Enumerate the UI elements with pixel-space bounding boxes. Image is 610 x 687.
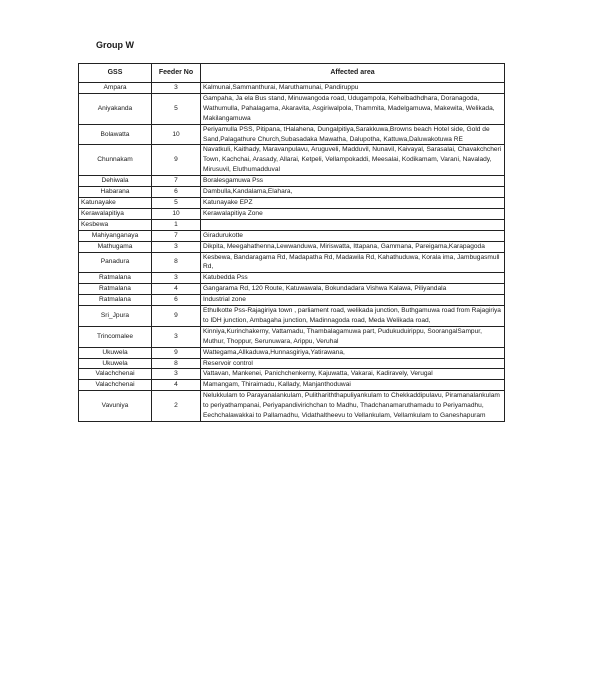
cell-feeder-no: 1 [152, 219, 201, 230]
table-row [79, 273, 505, 284]
table-row [79, 369, 505, 380]
cell-gss: Ampara [79, 83, 152, 94]
table-row [79, 358, 505, 369]
cell-gss: Valachchenai [79, 369, 152, 380]
cell-gss: Vavuniya [79, 391, 152, 422]
cell-affected-area: Boralesgamuwa Pss [201, 176, 505, 187]
table-row [79, 326, 505, 347]
cell-feeder-no: 9 [152, 306, 201, 327]
cell-affected-area [201, 219, 505, 230]
cell-gss: Valachchenai [79, 380, 152, 391]
cell-feeder-no: 3 [152, 273, 201, 284]
cell-feeder-no: 3 [152, 83, 201, 94]
cell-affected-area: Vattavan, Mankenei, Panichchenkerny, Kajuwatta, Vakarai, Kadiravely, Verugal [201, 369, 505, 380]
table-body [79, 83, 505, 422]
cell-feeder-no: 9 [152, 347, 201, 358]
cell-affected-area: Kinniya,Kurinchakerny, Vattamadu, Thambalagamuwa part, Pudukuduirippu, SoorangalSampur, Muthur, Thoppur, Serunuwara, Arippu, Veruhal [201, 326, 505, 347]
page-title: Group W [96, 40, 134, 50]
cell-gss: Sri_Jpura [79, 306, 152, 327]
cell-gss: Mathugama [79, 241, 152, 252]
cell-affected-area: Industrial zone [201, 295, 505, 306]
table-row [79, 391, 505, 422]
cell-affected-area: Katunayake EPZ [201, 197, 505, 208]
cell-feeder-no: 3 [152, 326, 201, 347]
cell-gss: Kesbewa [79, 219, 152, 230]
cell-feeder-no: 10 [152, 208, 201, 219]
cell-gss: Bolawatta [79, 124, 152, 145]
cell-affected-area: Katubedda Pss [201, 273, 505, 284]
cell-feeder-no: 7 [152, 176, 201, 187]
cell-gss: Trincomalee [79, 326, 152, 347]
table-row [79, 145, 505, 176]
cell-affected-area: Mamangam, Thiraimadu, Kallady, Manjanthoduwai [201, 380, 505, 391]
cell-affected-area: Dambulla,Kandalama,Elahara, [201, 187, 505, 198]
cell-affected-area: Kesbewa, Bandaragama Rd, Madapatha Rd, Madawila Rd, Kahathuduwa, Korala ima, Jambugasmull Rd, [201, 252, 505, 273]
cell-feeder-no: 5 [152, 197, 201, 208]
cell-affected-area: Giradurukotte [201, 230, 505, 241]
cell-gss: Dehiwala [79, 176, 152, 187]
cell-gss: Ratmalana [79, 295, 152, 306]
cell-affected-area: Kerawalapitiya Zone [201, 208, 505, 219]
cell-affected-area: Kalmunai,Sammanthurai, Maruthamunai, Pandiruppu [201, 83, 505, 94]
table-row [79, 347, 505, 358]
cell-gss: Ratmalana [79, 284, 152, 295]
table-row [79, 230, 505, 241]
cell-feeder-no: 3 [152, 369, 201, 380]
cell-feeder-no: 8 [152, 252, 201, 273]
affected-area-table [78, 63, 505, 422]
table-row [79, 252, 505, 273]
cell-gss: Mahiyanganaya [79, 230, 152, 241]
cell-gss: Ratmalana [79, 273, 152, 284]
cell-feeder-no: 4 [152, 284, 201, 295]
table-row [79, 197, 505, 208]
cell-affected-area: Navatkuli, Kaithady, Maravanpulavu, Aruguveli, Madduvil, Nunavil, Kaivayal, Sarasalai, Chavakchcheri Town, Kachchai, Arasady, Allarai, Ketpeli, Vellampokaddi, Meesalai, Kodikamam, Varani, Navalady, Mirusuvil, Eluthumadduval [201, 145, 505, 176]
table-header-row [79, 64, 505, 83]
table-row [79, 241, 505, 252]
cell-feeder-no: 3 [152, 241, 201, 252]
cell-gss: Ukuwela [79, 347, 152, 358]
table-row [79, 380, 505, 391]
cell-affected-area: Periyamulla PSS, Pitipana, tHalahena, Dungalpitiya,Sarakkuwa,Browns beach Hotel side, Gold de Sand,Palagathure Church,Subasadaka Mawatha, Dalupotha, Kattuwa,Daluwakotuwa RE [201, 124, 505, 145]
cell-affected-area: Dikpita, Meegahathenna,Lewwanduwa, Miriswatta, Ittapana, Gammana, Pareigama,Karapagoda [201, 241, 505, 252]
cell-gss: Kerawalapitiya [79, 208, 152, 219]
cell-feeder-no: 7 [152, 230, 201, 241]
cell-feeder-no: 5 [152, 93, 201, 124]
table-row [79, 93, 505, 124]
table-row [79, 306, 505, 327]
column-header-gss: GSS [79, 64, 152, 83]
cell-gss: Habarana [79, 187, 152, 198]
column-header-affected-area: Affected area [201, 64, 505, 83]
cell-feeder-no: 2 [152, 391, 201, 422]
column-header-feeder-no: Feeder No [152, 64, 201, 83]
table-row [79, 124, 505, 145]
table-row [79, 284, 505, 295]
cell-feeder-no: 10 [152, 124, 201, 145]
cell-feeder-no: 6 [152, 295, 201, 306]
table-row [79, 219, 505, 230]
cell-feeder-no: 8 [152, 358, 201, 369]
table-row [79, 187, 505, 198]
cell-affected-area: Ethulkotte Pss-Rajagiriya town , parliament road, welikada junction, Buthgamuwa road from Rajagiriya to IDH junction, Ambagaha junction, Madinnagoda road, Meda Welikada road, [201, 306, 505, 327]
cell-affected-area: Nelukkulam to Parayanalankulam, Pulithariththapuliyankulam to Chekkaddipulavu, Piramanalankulam to periyathampanai, Periyapandivirichchan to Madhu, Thadchanamaruthamadu to Periyamadhu, Eechchalawakkai to Pallamadhu, Vidathaltheevu to Vellankulam, Vellamkulam to Ganeshapuram [201, 391, 505, 422]
cell-gss: Chunnakam [79, 145, 152, 176]
cell-affected-area: Gampaha, Ja ela Bus stand, Minuwangoda road, Udugampola, Kehelbadhdhara, Doranagoda, Wathumulla, Pahalagama, Akaravita, Asgiriwalpola, Thammita, Madelgamuwa, Makewita, Welikada, Makilangamuwa [201, 93, 505, 124]
table-row [79, 208, 505, 219]
table-row [79, 83, 505, 94]
cell-affected-area: Reservoir control [201, 358, 505, 369]
table-row [79, 176, 505, 187]
cell-feeder-no: 4 [152, 380, 201, 391]
cell-feeder-no: 9 [152, 145, 201, 176]
cell-affected-area: Gangarama Rd, 120 Route, Katuwawala, Bokundadara Vishwa Kalawa, Piliyandala [201, 284, 505, 295]
cell-gss: Aniyakanda [79, 93, 152, 124]
cell-gss: Panadura [79, 252, 152, 273]
cell-gss: Katunayake [79, 197, 152, 208]
cell-gss: Ukuwela [79, 358, 152, 369]
table-row [79, 295, 505, 306]
cell-affected-area: Wattegama,Allkaduwa,Hunnasgiriya,Yatirawana, [201, 347, 505, 358]
cell-feeder-no: 6 [152, 187, 201, 198]
